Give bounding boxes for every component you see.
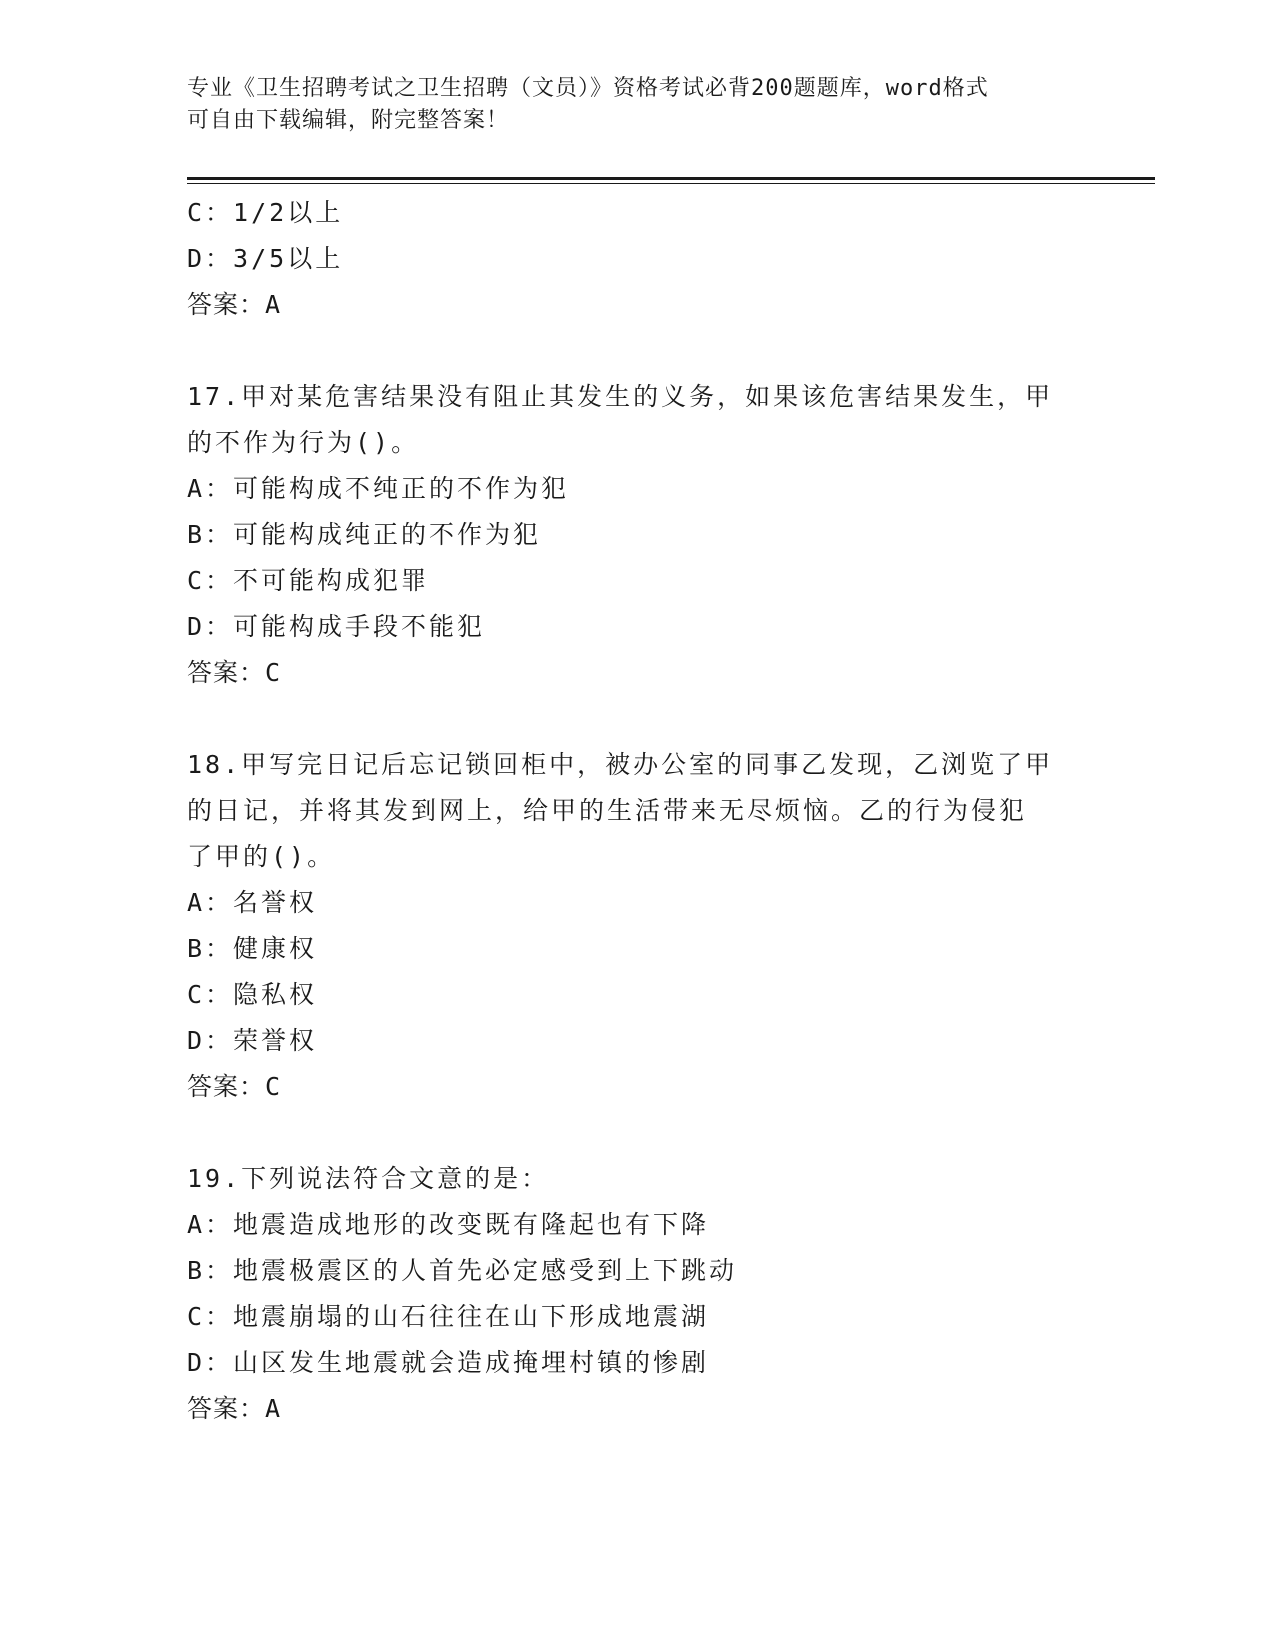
option-b: B：地震极震区的人首先必定感受到上下跳动 xyxy=(187,1256,738,1285)
question-stem: 19.下列说法符合文意的是： xyxy=(187,1164,550,1193)
question-spacer xyxy=(187,1110,1087,1156)
answer-line: 答案：C xyxy=(187,658,282,687)
option-d: D：可能构成手段不能犯 xyxy=(187,612,486,641)
question-17 xyxy=(187,374,1087,696)
answer-line: 答案：C xyxy=(187,1072,282,1101)
header-title-line-1: 专业《卫生招聘考试之卫生招聘（文员）》资格考试必背200题题库，word格式 xyxy=(187,76,989,101)
question-stem: 18.甲写完日记后忘记锁回柜中，被办公室的同事乙发现，乙浏览了甲 xyxy=(187,750,1054,779)
option-b: B：可能构成纯正的不作为犯 xyxy=(187,520,542,549)
question-stem: 的日记，并将其发到网上，给甲的生活带来无尽烦恼。乙的行为侵犯 xyxy=(187,796,1028,825)
option-a: A：名誉权 xyxy=(187,888,318,917)
question-19 xyxy=(187,1156,1087,1432)
document-header xyxy=(187,73,1087,137)
question-spacer xyxy=(187,696,1087,742)
question-stem: 17.甲对某危害结果没有阻止其发生的义务，如果该危害结果发生，甲 xyxy=(187,382,1054,411)
question-18 xyxy=(187,742,1087,1110)
option-d: D：荣誉权 xyxy=(187,1026,318,1055)
option-d: D：山区发生地震就会造成掩埋村镇的惨剧 xyxy=(187,1348,710,1377)
option-c: C：地震崩塌的山石往往在山下形成地震湖 xyxy=(187,1302,710,1331)
option-c: C：隐私权 xyxy=(187,980,318,1009)
answer-line: 答案：A xyxy=(187,290,282,319)
question-16-continued xyxy=(187,190,1087,328)
document-body xyxy=(187,190,1087,1432)
option-c: C：不可能构成犯罪 xyxy=(187,566,430,595)
option-b: B：健康权 xyxy=(187,934,318,963)
answer-line: 答案：A xyxy=(187,1394,282,1423)
question-stem: 了甲的()。 xyxy=(187,842,336,871)
option-a: A：地震造成地形的改变既有隆起也有下降 xyxy=(187,1210,710,1239)
header-divider-thick xyxy=(187,177,1155,180)
option-a: A：可能构成不纯正的不作为犯 xyxy=(187,474,570,503)
header-title-line-2: 可自由下载编辑，附完整答案！ xyxy=(187,108,510,133)
question-spacer xyxy=(187,328,1087,374)
header-divider-thin xyxy=(187,183,1155,184)
option-c: C：1/2以上 xyxy=(187,198,344,227)
question-stem: 的不作为行为()。 xyxy=(187,428,420,457)
option-d: D：3/5以上 xyxy=(187,244,344,273)
